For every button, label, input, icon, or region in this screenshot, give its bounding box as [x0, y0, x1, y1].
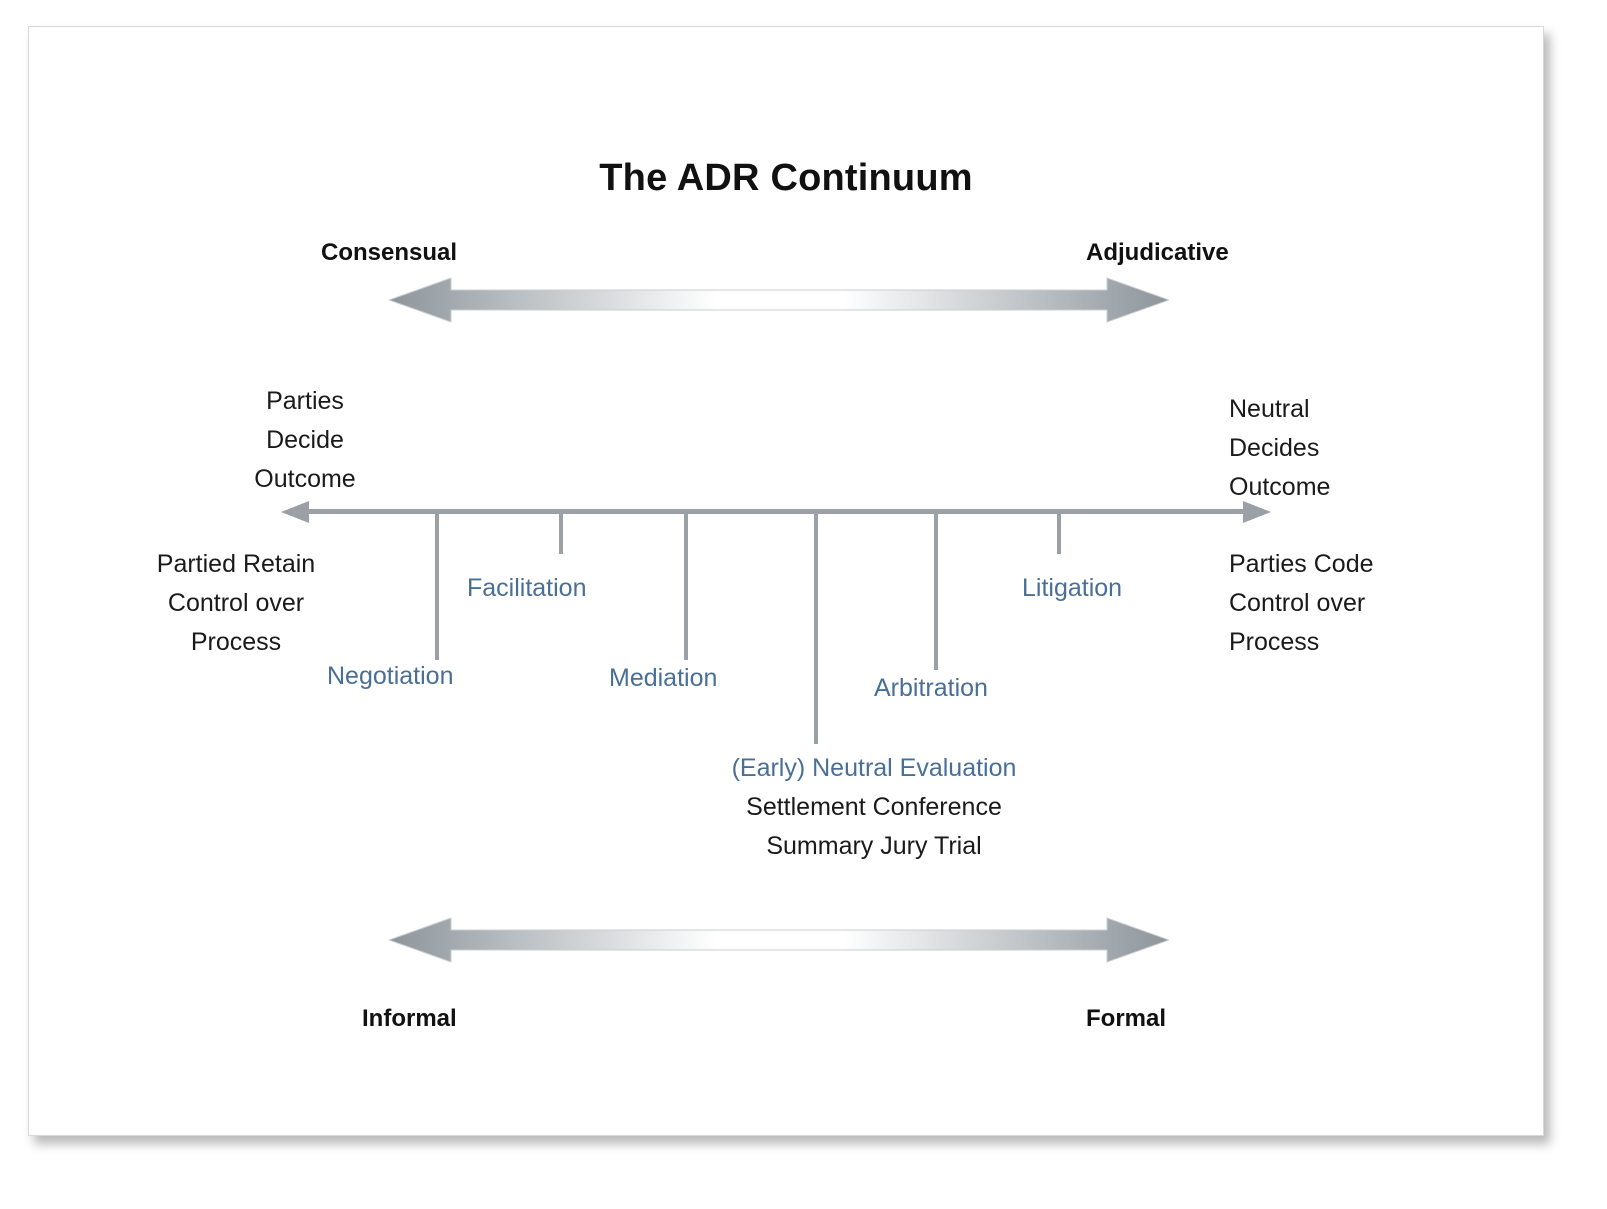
left-upper-note	[225, 382, 385, 499]
bottom-axis-right-label: Formal	[1086, 1005, 1167, 1032]
process-label-negotiation: Negotiation	[327, 662, 454, 690]
center-stack-line-2: Settlement Conference	[746, 793, 1002, 821]
bottom-gradient-arrow	[389, 917, 1169, 963]
process-label-mediation: Mediation	[609, 664, 718, 692]
center-stack-labels	[669, 749, 1079, 866]
right-upper-line-1: Neutral	[1229, 395, 1310, 423]
tick-negotiation	[435, 512, 439, 660]
right-lower-note	[1229, 545, 1459, 662]
top-axis-left-label: Consensual	[321, 239, 458, 266]
right-lower-line-1: Parties Code	[1229, 550, 1374, 578]
top-axis-right-label: Adjudicative	[1086, 239, 1229, 266]
right-upper-note	[1229, 390, 1439, 507]
tick-neutral-evaluation	[814, 512, 818, 744]
top-gradient-arrow	[389, 277, 1169, 323]
center-stack-line-3: Summary Jury Trial	[766, 832, 982, 860]
tick-mediation	[684, 512, 688, 660]
diagram-frame	[28, 26, 1544, 1136]
process-label-arbitration: Arbitration	[874, 674, 988, 702]
left-lower-note	[121, 545, 351, 662]
right-upper-line-2: Decides	[1229, 434, 1320, 462]
left-upper-line-2: Decide	[266, 426, 344, 454]
right-upper-line-3: Outcome	[1229, 473, 1331, 501]
center-stack-line-1: (Early) Neutral Evaluation	[731, 754, 1017, 782]
tick-arbitration	[934, 512, 938, 670]
process-label-facilitation: Facilitation	[467, 574, 587, 602]
bottom-axis-left-label: Informal	[362, 1005, 457, 1032]
left-lower-line-3: Process	[190, 628, 282, 656]
right-lower-line-2: Control over	[1229, 589, 1366, 617]
right-lower-line-3: Process	[1229, 628, 1320, 656]
left-upper-line-1: Parties	[266, 387, 344, 415]
process-label-litigation: Litigation	[1022, 574, 1123, 602]
tick-facilitation	[559, 512, 563, 554]
tick-litigation	[1057, 512, 1061, 554]
continuum-axis-line	[281, 497, 1271, 527]
page-title: The ADR Continuum	[599, 157, 973, 199]
left-lower-line-1: Partied Retain	[156, 550, 316, 578]
left-lower-line-2: Control over	[167, 589, 305, 617]
left-upper-line-3: Outcome	[254, 465, 356, 493]
